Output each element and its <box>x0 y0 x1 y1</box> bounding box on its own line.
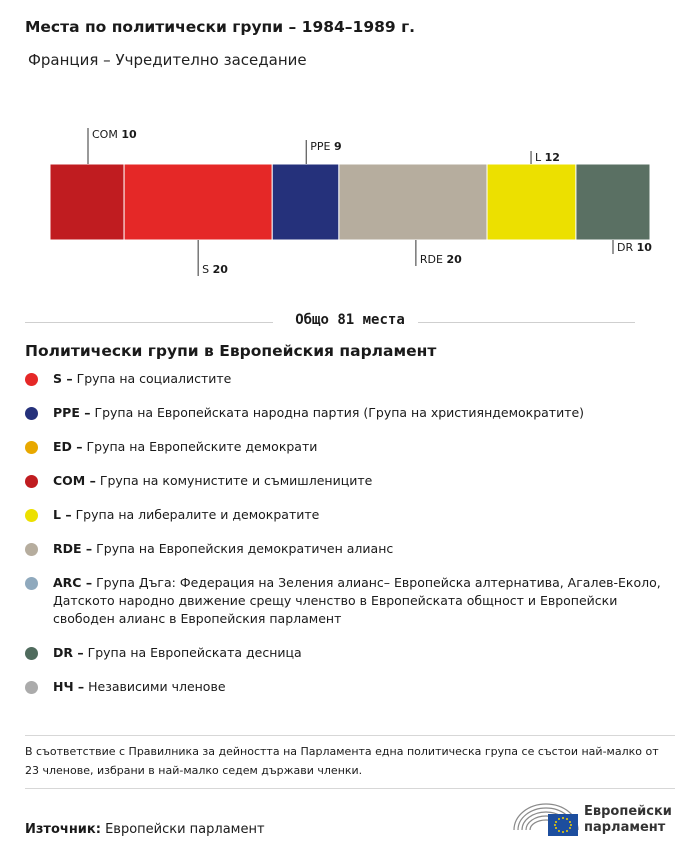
legend-dot-icon <box>25 475 38 488</box>
bar-segment-rde <box>339 164 487 240</box>
chart-title: Места по политически групи – 1984–1989 г. <box>25 18 416 36</box>
bar-value-dr: 10 <box>636 241 652 254</box>
footnote: В съответствие с Правилника за дейността на Парламента една политическа група се състои най-малко от 23 членове, избрани в най-малко седем държави членки. <box>25 745 659 777</box>
legend-description: Група на комунистите и съмишлениците <box>99 473 373 488</box>
legend-dot-icon <box>25 441 38 454</box>
legend-text <box>53 404 675 422</box>
ep-logo-text <box>584 804 672 836</box>
legend-item <box>25 540 675 558</box>
bar-segment-dr <box>576 164 650 240</box>
source <box>25 822 265 837</box>
legend-code: НЧ – <box>53 679 85 694</box>
bar-label-s: S 20 <box>202 263 228 276</box>
legend-code: ARC – <box>53 575 93 590</box>
source-value: Европейски парламент <box>105 822 265 837</box>
bar-value-ppe: 9 <box>333 140 342 153</box>
ep-logo-line1: Европейски <box>584 804 672 819</box>
bar-segment-s <box>124 164 272 240</box>
legend-dot-icon <box>25 647 38 660</box>
note-divider-top <box>25 735 675 736</box>
legend-dot-icon <box>25 681 38 694</box>
legend-dot-icon <box>25 373 38 386</box>
bar-label-ppe: PPE 9 <box>310 140 342 153</box>
total-seats <box>0 312 700 328</box>
bar-value-rde: 20 <box>446 253 462 266</box>
bar-label-l: L 12 <box>535 151 560 164</box>
legend-text <box>53 472 675 490</box>
bar-segment-ppe <box>272 164 339 240</box>
legend-item <box>25 370 675 388</box>
bar-value-l: 12 <box>544 151 560 164</box>
legend-text <box>53 574 675 628</box>
legend-item <box>25 404 675 422</box>
legend-text <box>53 540 675 558</box>
european-parliament-logo-icon <box>512 798 580 838</box>
legend-item <box>25 506 675 524</box>
legend-code: DR – <box>53 645 84 660</box>
legend-item <box>25 438 675 456</box>
legend-dot-icon <box>25 509 38 522</box>
legend-code: COM – <box>53 473 96 488</box>
legend-text <box>53 678 675 696</box>
legend-description: Група на либералите и демократите <box>75 507 320 522</box>
bar-value-com: 10 <box>121 128 137 141</box>
legend-item <box>25 678 675 696</box>
chart-subtitle: Франция – Учредително заседание <box>28 51 307 69</box>
legend-code: S – <box>53 371 73 386</box>
legend-description: Група на Европейския демократичен алианс <box>96 541 394 556</box>
legend-description: Група на социалистите <box>76 371 232 386</box>
legend-text <box>53 644 675 662</box>
legend-description: Група Дъга: Федерация на Зеления алианс– Европейска алтернатива, Агалев-Еколо, Датското народно движение срещу членство в Европейската общност и Европейски свободен алианс в Европейския парламент <box>53 575 661 626</box>
legend-description: Група на Европейската народна партия (Група на християндемократите) <box>94 405 585 420</box>
legend-description: Група на Европейската десница <box>87 645 302 660</box>
legend-item <box>25 644 675 662</box>
stacked-bar-chart <box>0 120 700 290</box>
legend-code: ED – <box>53 439 83 454</box>
bar-label-dr: DR 10 <box>617 241 652 254</box>
legend-dot-icon <box>25 407 38 420</box>
legend-code: RDE – <box>53 541 93 556</box>
total-seats-label: Общо 81 места <box>283 312 417 328</box>
legend-code: L – <box>53 507 72 522</box>
legend-description: Група на Европейските демократи <box>86 439 318 454</box>
legend-title: Политически групи в Европейския парламент <box>25 342 437 360</box>
legend-item <box>25 472 675 490</box>
ep-logo <box>512 798 682 838</box>
bar-label-rde: RDE 20 <box>419 253 462 266</box>
note-divider-bottom <box>25 788 675 789</box>
legend-text <box>53 370 675 388</box>
legend-code: PPE – <box>53 405 91 420</box>
bar-segment-com <box>50 164 124 240</box>
bar-label-com: COM 10 <box>92 128 137 141</box>
bar-value-s: 20 <box>212 263 228 276</box>
legend-dot-icon <box>25 577 38 590</box>
ep-logo-line2: парламент <box>584 820 666 835</box>
legend-list <box>25 370 675 712</box>
legend-text <box>53 438 675 456</box>
source-label: Източник: <box>25 822 101 837</box>
legend-item <box>25 574 675 628</box>
bar-segment-l <box>487 164 576 240</box>
legend-dot-icon <box>25 543 38 556</box>
legend-description: Независими членове <box>88 679 226 694</box>
legend-text <box>53 506 675 524</box>
